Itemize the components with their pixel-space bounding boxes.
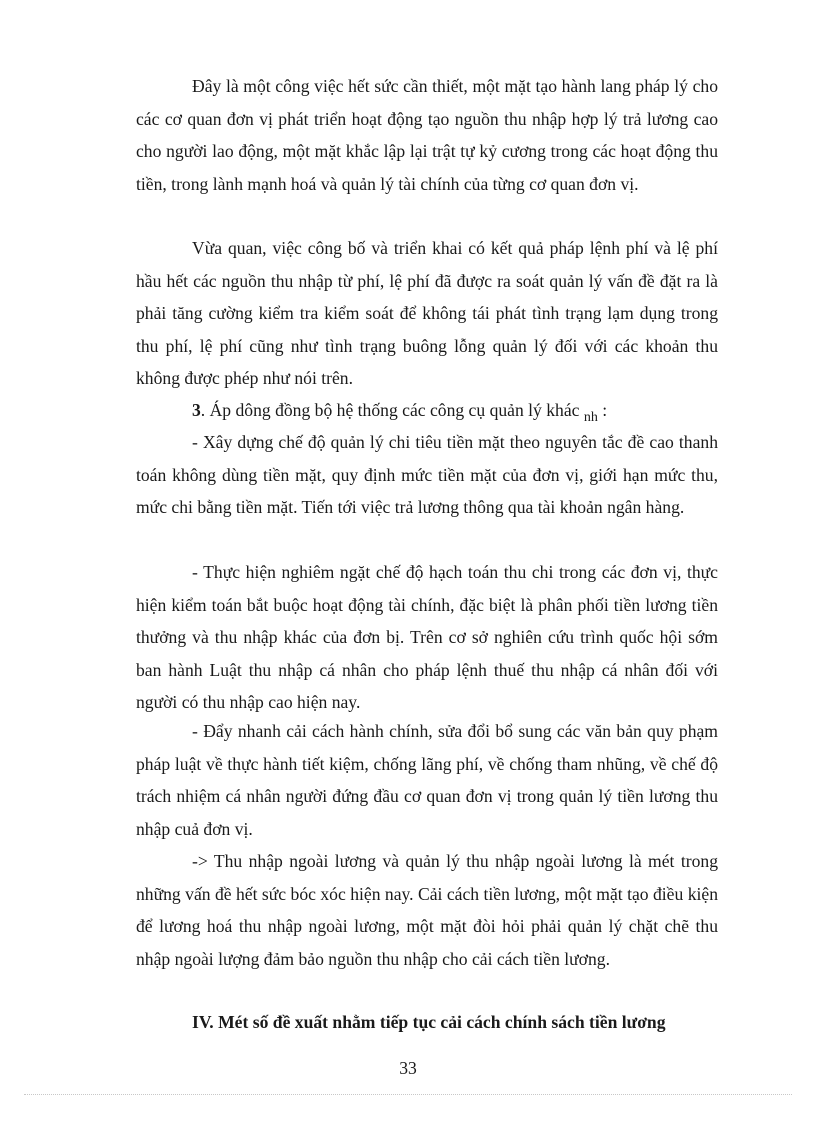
- bullet-accounting-audit: - Thực hiện nghiêm ngặt chế độ hạch toán thu chi trong các đơn vị, thực hiện kiểm toán bắt buộc hoạt động tài chính, đặc biệt là phân phối tiền lương tiền thưởng và thu nhập khác của đơn bị. Trên cơ sở nghiên cứu trình quốc hội sớm ban hành Luật thu nhập cá nhân cho pháp lệnh thuế thu nhập cá nhân đối với người có thu nhập cao hiện nay.: [136, 562, 718, 712]
- section-3-suffix: nh: [583, 410, 598, 425]
- section-iv-heading: IV. Mét số đề xuất nhằm tiếp tục cải cách chính sách tiền lương: [192, 1012, 666, 1032]
- section-3-heading: [136, 394, 718, 430]
- section-3-text: . Áp dông đồng bộ hệ thống các công cụ quản lý khác: [200, 400, 580, 420]
- bullet-administrative-reform: - Đẩy nhanh cải cách hành chính, sửa đổi bổ sung các văn bản quy phạm pháp luật về thực hành tiết kiệm, chống lãng phí, về chống tham nhũng, về chế độ trách nhiệm cá nhân người đứng đầu cơ quan đơn vị trong quản lý tiền lương thu nhập cuả đơn vị.: [136, 721, 718, 839]
- paragraph-legal-framework: Đây là một công việc hết sức cần thiết, một mặt tạo hành lang pháp lý cho các cơ quan đơn vị phát triển hoạt động tạo nguồn thu nhập hợp lý trả lương cao cho người lao động, một mặt khắc lập lại trật tự kỷ cương trong các hoạt động thu tiền, trong lành mạnh hoá và quản lý tài chính của từng cơ quan đơn vị.: [136, 76, 718, 194]
- section-3-colon: :: [597, 400, 608, 420]
- paragraph-fee-regulation: Vừa quan, việc công bố và triển khai có kết quả pháp lệnh phí và lệ phí hầu hết các nguồn thu nhập từ phí, lệ phí đã được ra soát quản lý vấn đề đặt ra là phải tăng cường kiểm tra kiểm soát để không tái phát tình trạng lạm dụng trong thu phí, lệ phí cũng như tình trạng buông lỗng quản lý đối với các khoản thu không được phép như nói trên.: [136, 238, 718, 388]
- conclusion-paragraph: -> Thu nhập ngoài lương và quản lý thu nhập ngoài lương là mét trong những vấn đề hết sức bóc xóc hiện nay. Cải cách tiền lương, một mặt tạo điều kiện để lương hoá thu nhập ngoài lương, một mặt đòi hỏi phải quản lý chặt chẽ thu nhập ngoài lượng đảm bảo nguồn thu nhập cho cải cách tiền lương.: [136, 851, 718, 969]
- section-3-number: 3: [192, 400, 201, 420]
- footer-divider: [24, 1094, 792, 1095]
- bullet-cash-management: - Xây dựng chế độ quản lý chi tiêu tiền mặt theo nguyên tắc đề cao thanh toán không dùng tiền mặt, quy định mức tiền mặt của đơn vị, giới hạn mức thu, mức chi bằng tiền mặt. Tiến tới việc trả lương thông qua tài khoản ngân hàng.: [136, 432, 718, 517]
- page-number: 33: [399, 1058, 417, 1078]
